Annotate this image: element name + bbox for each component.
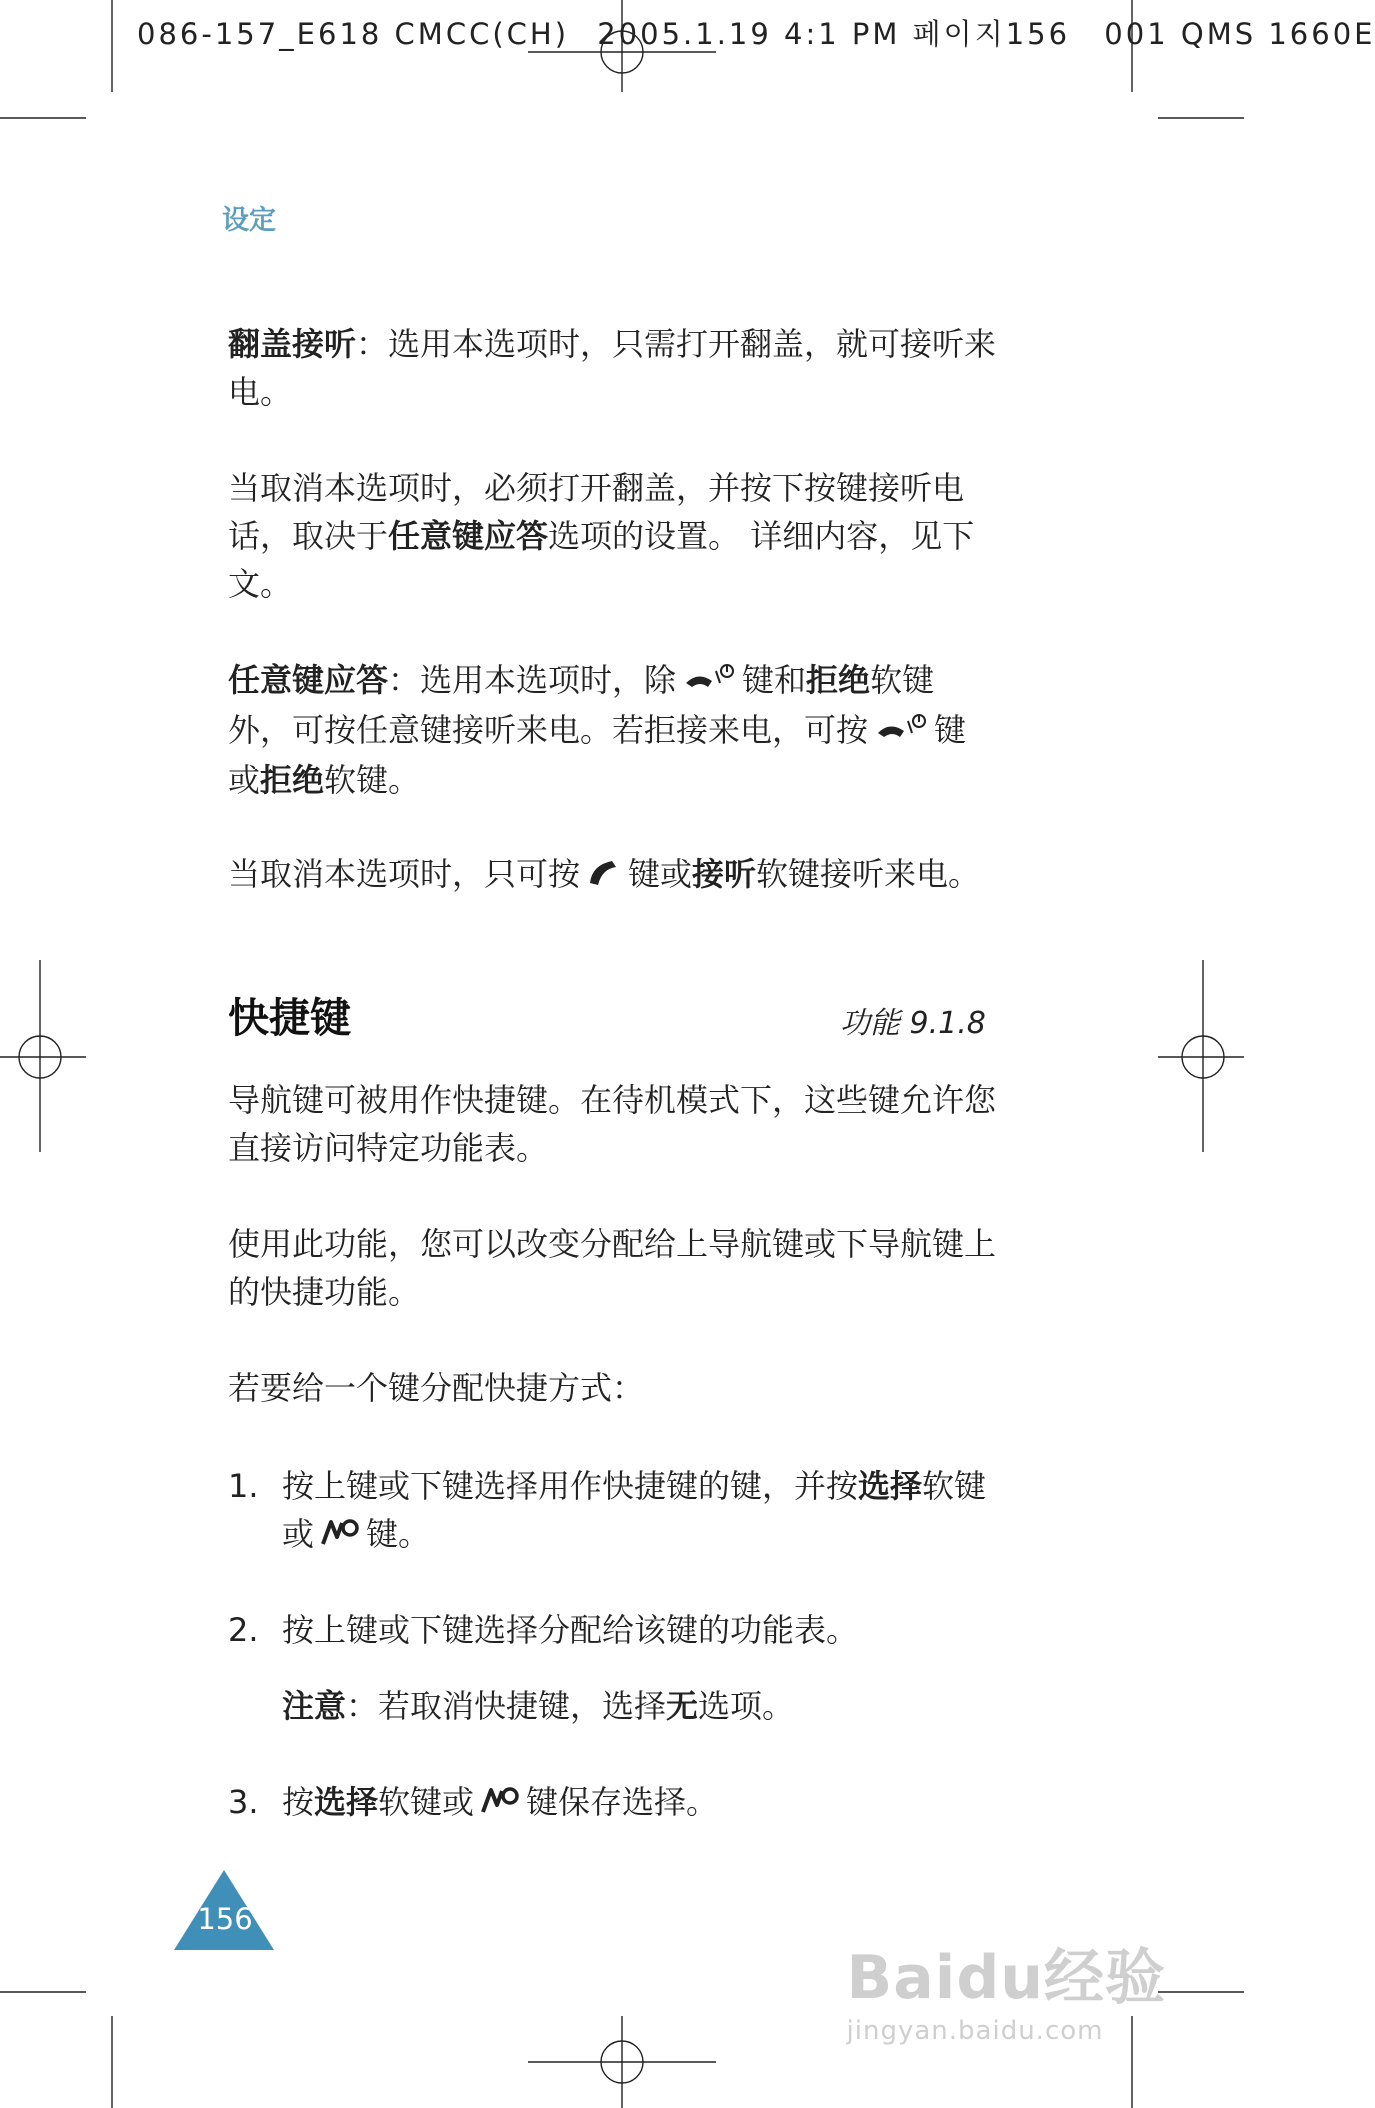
note-bold: 无 xyxy=(666,1687,699,1725)
flip-off-bold: 任意键应答 xyxy=(388,517,549,555)
any-key-reject-1: 拒绝 xyxy=(806,661,871,699)
any-key-t1: ：选用本选项时，除 xyxy=(388,661,677,699)
step-2-text: 按上键或下键选择分配给该键的功能表。 xyxy=(282,1611,859,1649)
watermark-main: Baidu经验 xyxy=(846,1943,1166,2013)
any-off-t1: 当取消本选项时，只可按 xyxy=(228,855,581,893)
step-1-text xyxy=(282,1462,1002,1560)
flip-answer-term: 翻盖接听 xyxy=(228,325,357,363)
step-3-number: 3. xyxy=(228,1783,259,1821)
step-3-bold: 选择 xyxy=(314,1783,379,1821)
any-key-t3: 软键外，可按任意键接听来电。若拒接来电，可按 xyxy=(228,661,935,749)
any-key-t2: 键和 xyxy=(742,661,807,699)
slug-page-ref: 페이지156 xyxy=(912,17,1071,51)
any-key-term: 任意键应答 xyxy=(228,661,389,699)
any-off-bold: 接听 xyxy=(692,855,757,893)
step-1-t3: 键。 xyxy=(366,1515,431,1553)
note-label: 注意 xyxy=(282,1687,347,1725)
note-t1: ：若取消快捷键，选择 xyxy=(346,1687,667,1725)
note-t2: 选项。 xyxy=(698,1687,795,1725)
slug-code: 001 QMS 1660E xyxy=(1104,17,1375,51)
ok-key-icon xyxy=(320,1512,360,1560)
step-1-t2: 软键或 xyxy=(282,1467,987,1553)
end-power-key-icon xyxy=(874,708,928,756)
step-1-t1: 按上键或下键选择用作快捷键的键，并按 xyxy=(282,1467,859,1505)
any-key-t5: 软键。 xyxy=(324,761,421,799)
any-key-reject-2: 拒绝 xyxy=(260,761,325,799)
step-3-t2: 软键或 xyxy=(378,1783,475,1821)
step-3-t1: 按 xyxy=(282,1783,315,1821)
flip-off-prefix: 当取消本选项时，必须打开翻盖，并按下按键接听电话，取决于 xyxy=(228,469,965,555)
ok-key-icon xyxy=(480,1780,520,1828)
shortcut-paragraph-2: 使用此功能，您可以改变分配给上导航键或下导航键上的快捷功能。 xyxy=(228,1225,997,1311)
step-1-bold: 选择 xyxy=(858,1467,923,1505)
end-power-key-icon xyxy=(682,658,736,706)
function-reference: 功能 9.1.8 xyxy=(840,1006,986,1041)
step-3-text xyxy=(282,1778,1002,1828)
shortcut-heading: 快捷键 xyxy=(228,994,351,1042)
shortcut-paragraph-3: 若要给一个键分配快捷方式： xyxy=(228,1369,645,1407)
shortcut-paragraph-1: 导航键可被用作快捷键。在待机模式下，这些键允许您直接访问特定功能表。 xyxy=(228,1081,997,1167)
any-off-t3: 软键接听来电。 xyxy=(756,855,981,893)
any-key-paragraph xyxy=(228,656,998,804)
slug-timestamp: 2005.1.19 4:1 PM xyxy=(597,17,901,51)
step-1-number: 1. xyxy=(228,1467,259,1505)
section-label: 设定 xyxy=(222,205,276,236)
flip-off-suffix: 选项的设置。 详细内容，见下文。 xyxy=(228,517,975,603)
any-off-paragraph xyxy=(228,850,998,900)
flip-answer-text: ：选用本选项时，只需打开翻盖，就可接听来电。 xyxy=(228,325,997,411)
note xyxy=(282,1682,1002,1730)
step-3-t3: 键保存选择。 xyxy=(526,1783,719,1821)
any-key-t4: 键或 xyxy=(228,711,967,799)
flip-off-paragraph xyxy=(228,464,998,608)
step-2-number: 2. xyxy=(228,1611,259,1649)
page-number: 156 xyxy=(197,1902,253,1936)
flip-answer-paragraph xyxy=(228,320,998,416)
baidu-watermark xyxy=(847,1930,1166,2046)
any-off-t2: 键或 xyxy=(628,855,693,893)
print-slug xyxy=(137,12,1375,53)
send-key-icon xyxy=(586,852,622,900)
watermark-url: jingyan.baidu.com xyxy=(846,2016,1104,2046)
slug-text: 086-157_E618 CMCC(CH) xyxy=(137,17,570,51)
